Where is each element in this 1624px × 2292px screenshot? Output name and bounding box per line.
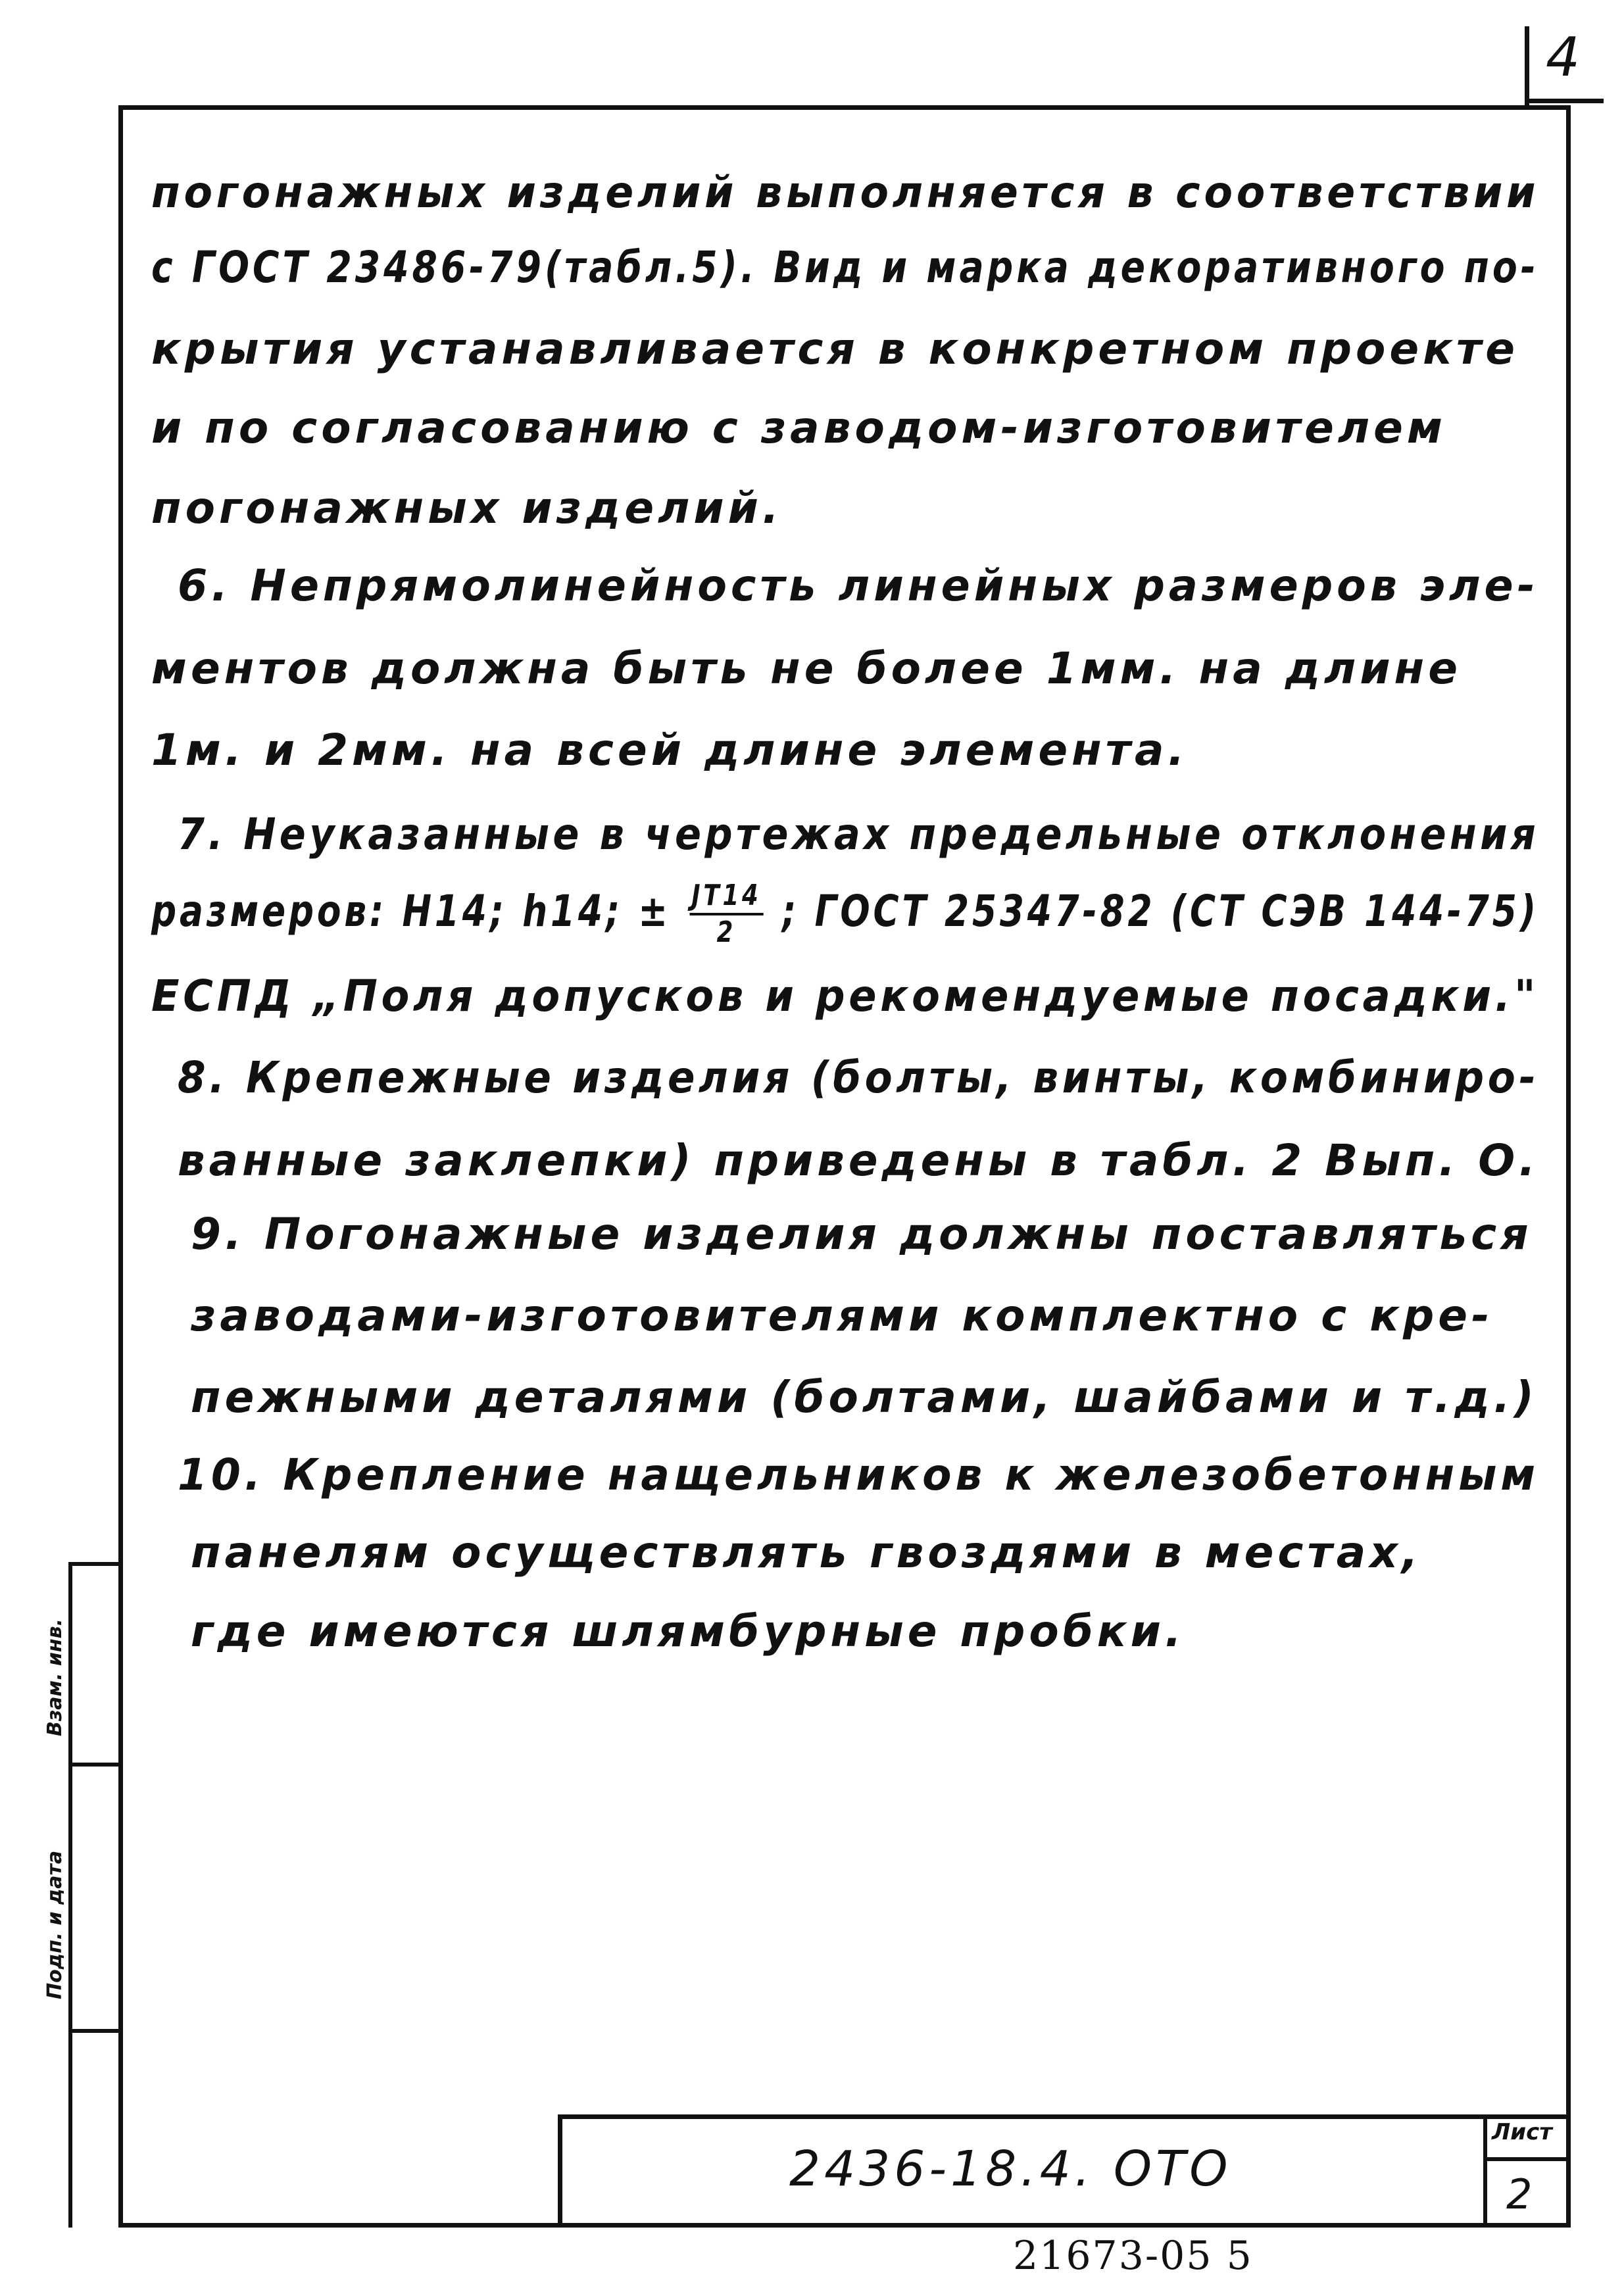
text-line: 8. Крепежные изделия (болты, винты, комбиниро- <box>178 1052 1540 1103</box>
binding-strip-divider-2 <box>68 1763 121 1767</box>
text-line: ментов должна быть не более 1мм. на длине <box>151 643 1462 694</box>
text-line: 7. Неуказанные в чертежах предельные отклонения <box>178 809 1540 860</box>
text-line: ванные заклепки) приведены в табл. 2 Вып. О. <box>178 1135 1540 1186</box>
document-code: 2436-18.4. ОТО <box>789 2141 1232 2197</box>
side-label-signature: Подп. и дата <box>43 1850 66 1999</box>
page-number: 4 <box>1546 26 1581 89</box>
text-line: панелям осуществлять гвоздями в местах, <box>191 1527 1422 1578</box>
tolerance-line-start: размеров: Н14; h14; <box>151 886 623 937</box>
text-line: и по согласованию с заводом-изготовителем <box>151 402 1446 453</box>
binding-strip-divider-3 <box>68 2029 121 2033</box>
text-line: 9. Погонажные изделия должны поставляться <box>191 1209 1533 1259</box>
text-line: погонажных изделий. <box>151 483 783 533</box>
text-line: 6. Непрямолинейность линейных размеров эле- <box>178 560 1539 611</box>
text-line: 1м. и 2мм. на всей длине элемента. <box>151 725 1189 775</box>
text-line: 10. Крепление нащельников к железобетонным <box>178 1450 1540 1500</box>
text-line: пежными деталями (болтами, шайбами и т.д.) <box>191 1372 1538 1423</box>
tolerance-line <box>151 881 1539 947</box>
tolerance-fraction <box>689 881 764 947</box>
sheet-label: Лист <box>1492 2119 1552 2145</box>
title-block-sheet-divider <box>1483 2114 1487 2228</box>
text-line: где имеются шлямбурные пробки. <box>191 1606 1185 1657</box>
tolerance-sign: ± <box>638 886 671 937</box>
side-label-replacement: Взам. инв. <box>43 1618 66 1736</box>
binding-strip-divider-1 <box>68 1562 121 1566</box>
text-line: заводами-изготовителями комплектно с кре- <box>191 1290 1494 1341</box>
sheet-number: 2 <box>1506 2170 1533 2218</box>
title-block-sheet-hline <box>1483 2157 1571 2161</box>
tolerance-line-end: ; ГОСТ 25347-82 (СТ СЭВ 144-75) <box>782 886 1539 937</box>
archive-code: 21673-05 5 <box>1013 2233 1253 2279</box>
text-line: ЕСПД „Поля допусков и рекомендуемые посадки." <box>151 971 1540 1021</box>
page-number-underline <box>1525 99 1604 103</box>
page-number-divider <box>1525 26 1529 107</box>
tolerance-numerator: JT14 <box>689 881 764 915</box>
text-line: крытия устанавливается в конкретном проекте <box>151 324 1519 374</box>
text-line: погонажных изделий выполняется в соответствии <box>151 167 1540 218</box>
binding-strip-outer-line <box>68 1562 72 2228</box>
text-line: с ГОСТ 23486-79(табл.5). Вид и марка декоративного по- <box>151 242 1539 293</box>
tolerance-denominator: 2 <box>716 915 737 949</box>
